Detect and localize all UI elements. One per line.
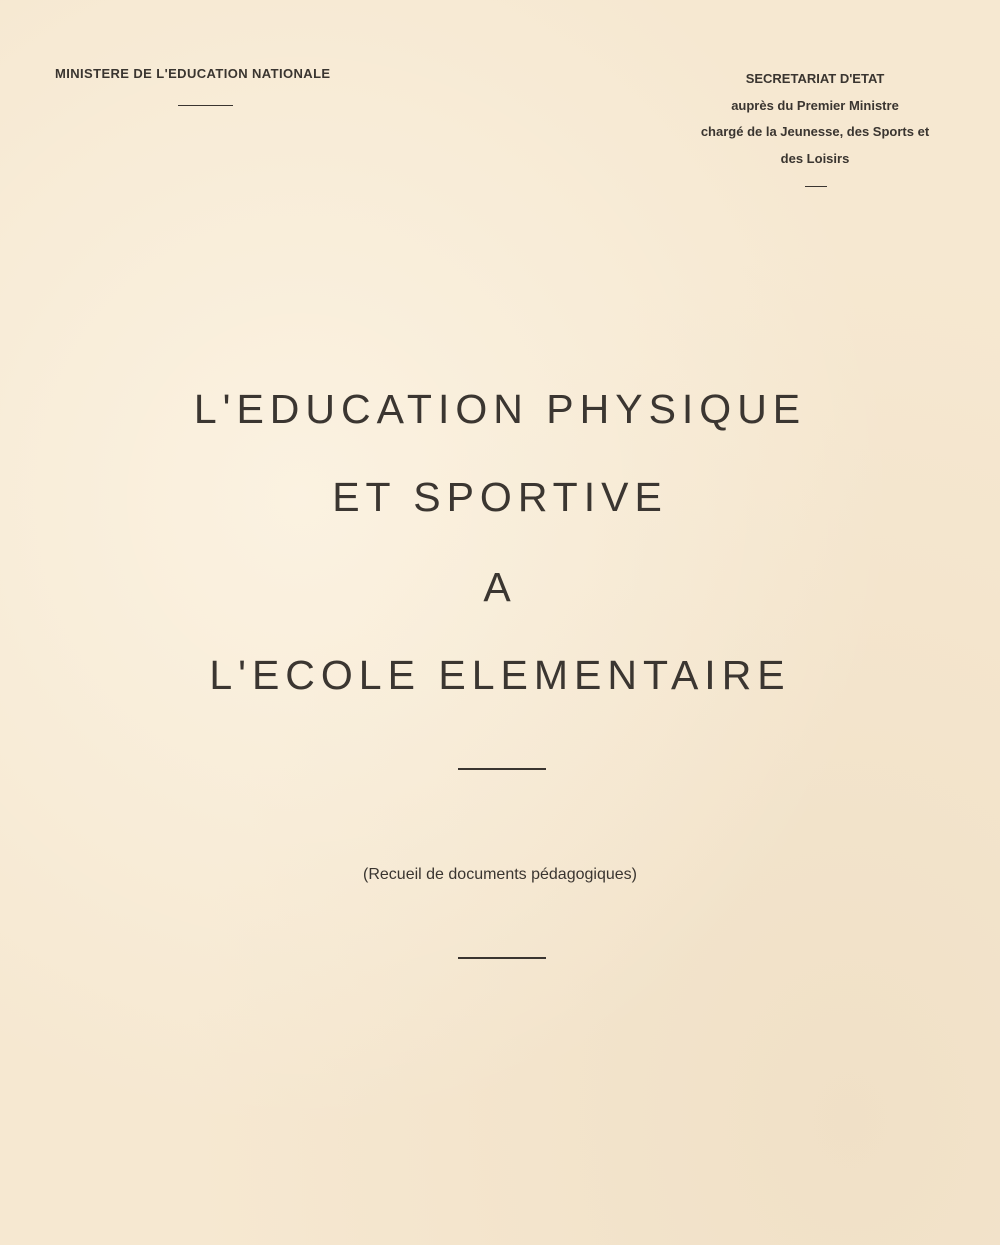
secretariat-line: auprès du Premier Ministre — [731, 97, 899, 113]
secretariat-header — [670, 66, 960, 172]
title-line-2: ET SPORTIVE — [332, 474, 668, 520]
bottom-divider — [458, 957, 546, 959]
ministry-header-rule — [178, 105, 233, 106]
ministry-header: MINISTERE DE L'EDUCATION NATIONALE — [55, 66, 331, 81]
title-line-3: A — [483, 564, 517, 610]
title-line-4: L'ECOLE ELEMENTAIRE — [209, 652, 791, 698]
title-line-1: L'EDUCATION PHYSIQUE — [193, 386, 807, 432]
secretariat-line: chargé de la Jeunesse, des Sports et — [700, 124, 930, 139]
subtitle: (Recueil de documents pédagogiques) — [363, 866, 637, 883]
secretariat-line: SECRETARIAT D'ETAT — [745, 71, 885, 86]
secretariat-header-rule — [805, 186, 827, 187]
title-divider — [458, 768, 546, 770]
secretariat-line: des Loisirs — [780, 150, 850, 166]
